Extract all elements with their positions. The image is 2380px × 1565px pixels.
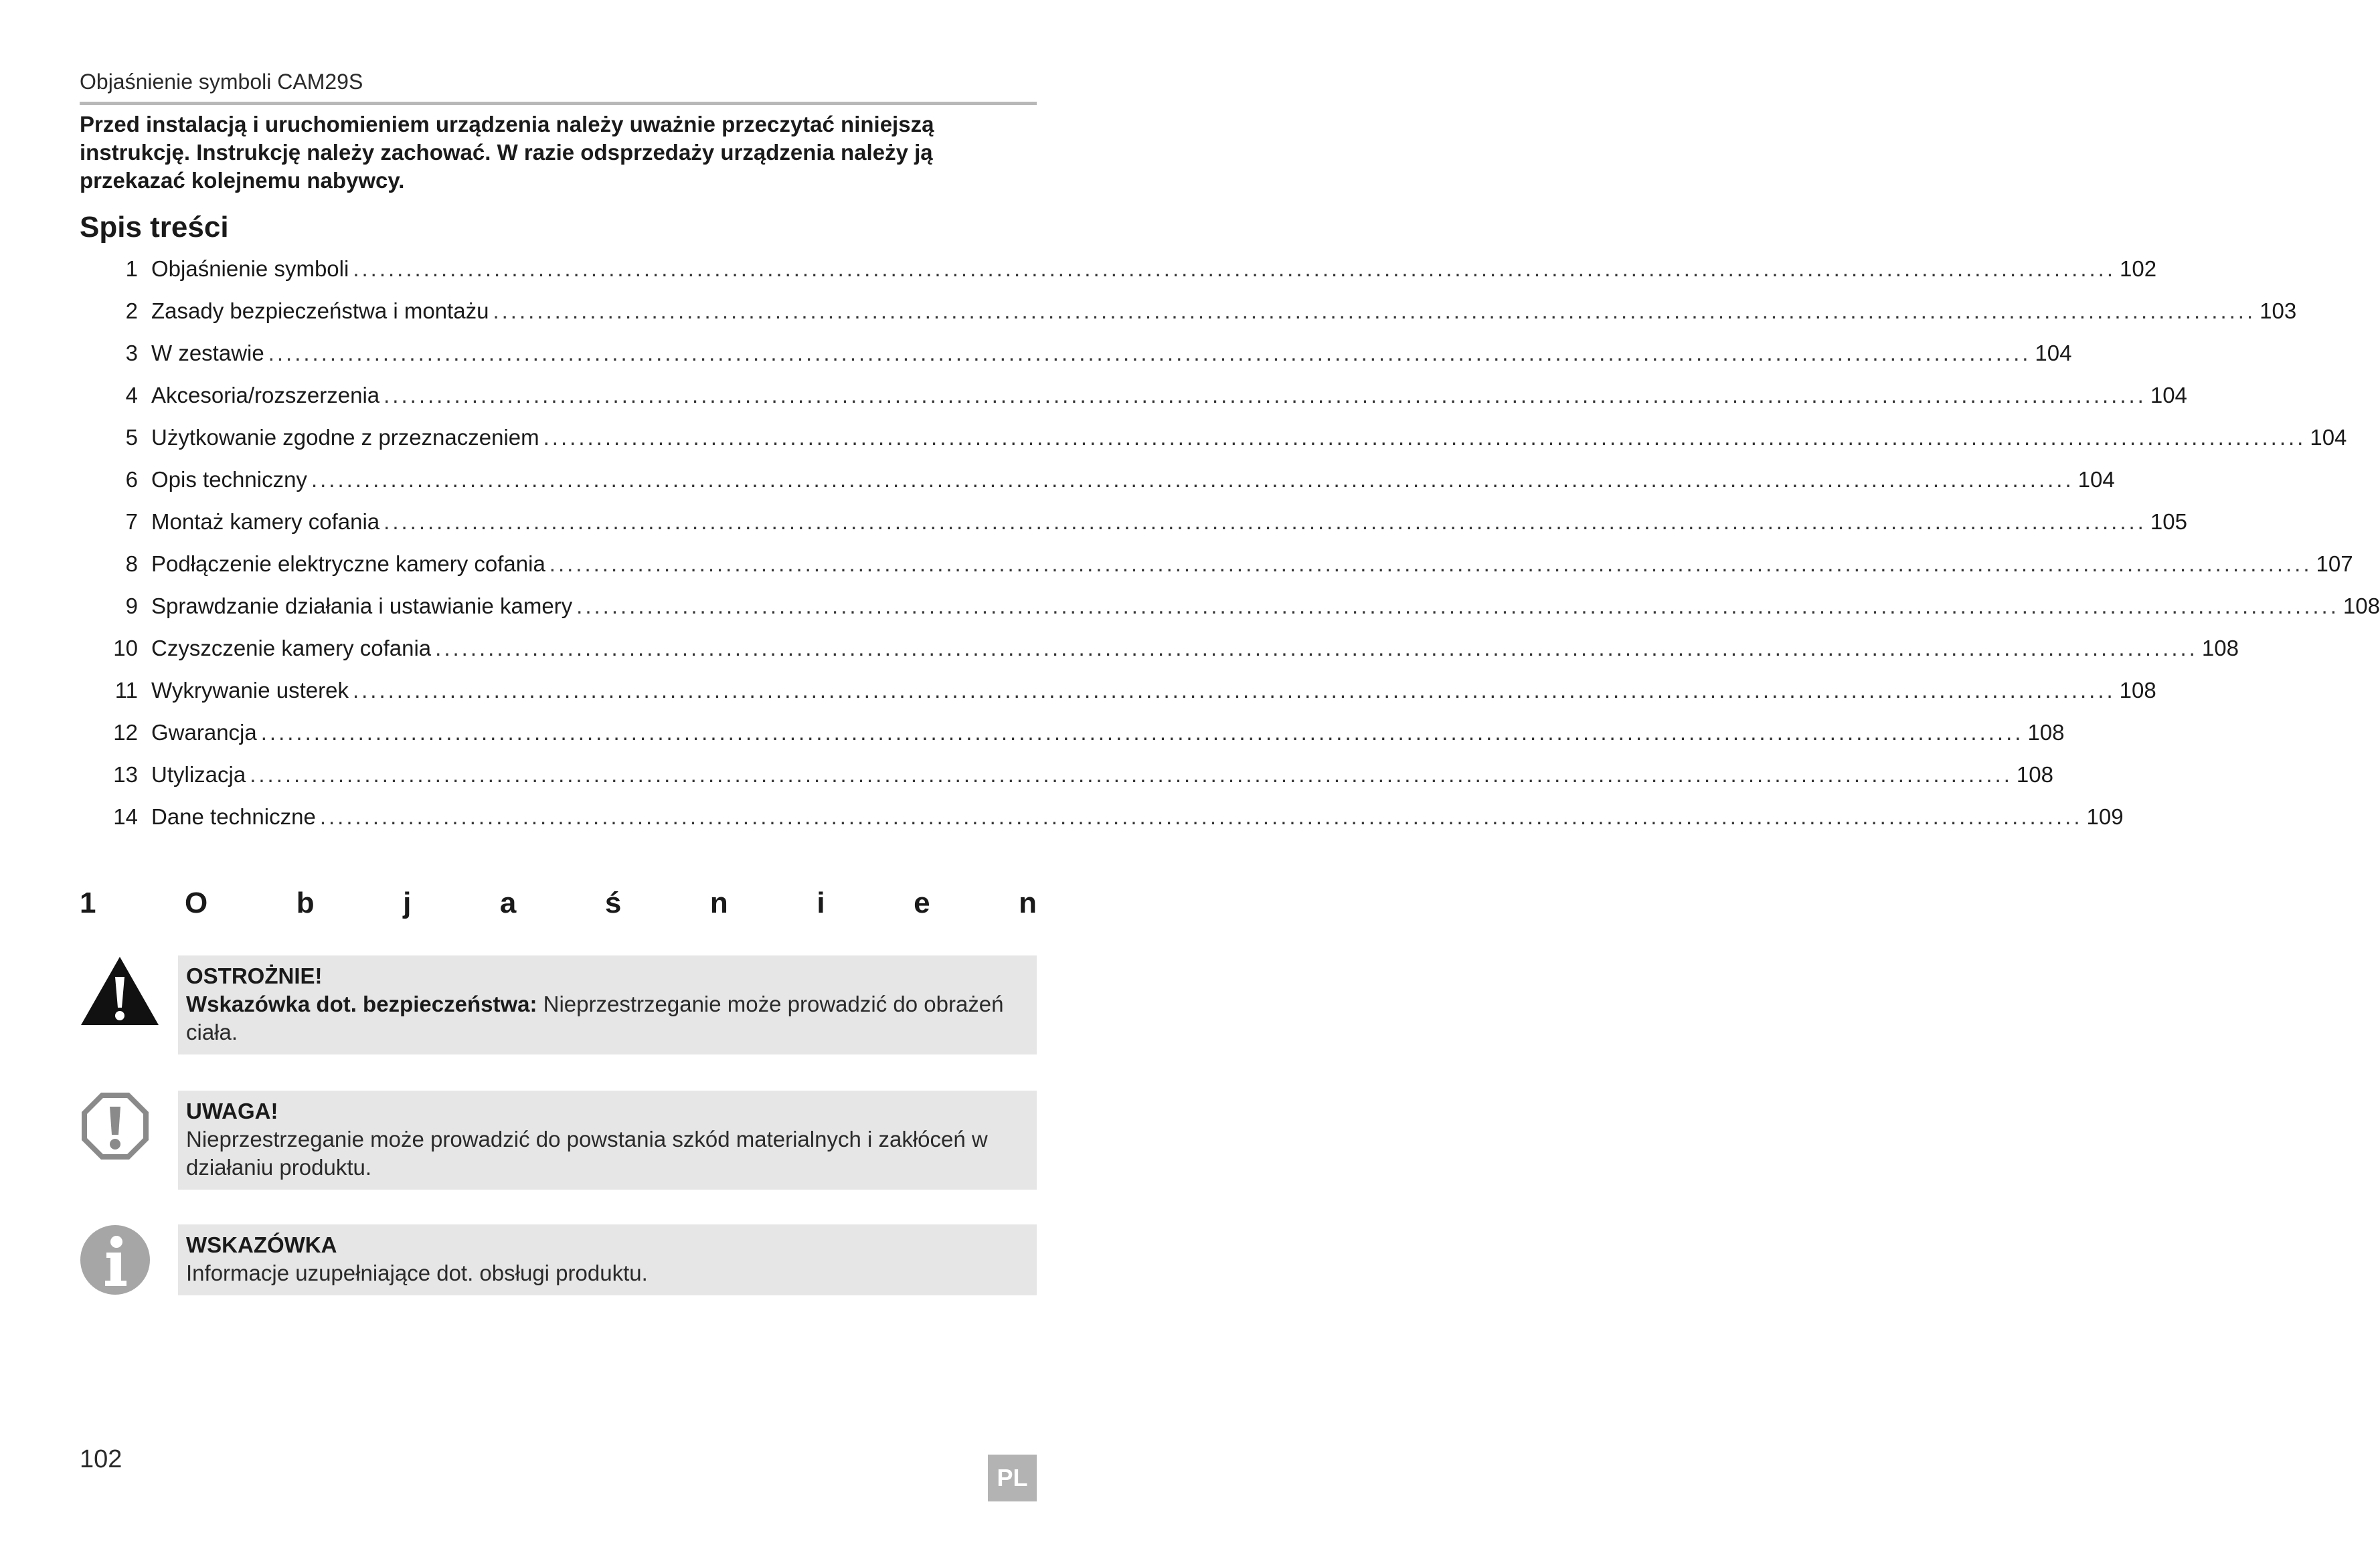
toc-entry [92,256,2157,298]
toc-entry [92,720,2065,762]
toc-entry [92,678,2156,720]
toc-entry-number: 9 [125,593,138,618]
caution-notice [178,955,1037,1054]
table-of-contents [92,256,2380,846]
toc-leader-dots: ........................................................................................................................................................................................................ [576,593,2339,618]
caution-text: Nieprzestrzeganie może prowadzić do obrażeń ciała. [186,992,1004,1044]
caution-title: OSTROŻNIE! [186,963,323,988]
toc-entry-page: 108 [2027,720,2065,745]
toc-heading: Spis treści [80,211,229,244]
toc-leader-dots: ........................................................................................................................................................................................................ [268,341,2031,365]
info-icon [80,1224,151,1295]
toc-leader-dots: ........................................................................................................................................................................................................ [493,298,2256,323]
toc-entry-title: Opis techniczny [151,467,307,492]
toc-entry-page: 108 [2119,678,2156,703]
toc-entry-number: 11 [114,678,138,703]
section-heading-char: e [914,887,930,919]
toc-leader-dots: ........................................................................................................................................................................................................ [384,383,2146,407]
toc-leader-dots: ........................................................................................................................................................................................................ [384,509,2146,534]
toc-entry-number: 5 [125,425,138,450]
toc-entry-page: 105 [2150,509,2187,534]
page-header-title: Objaśnienie symboli CAM29S [80,70,363,94]
toc-leader-dots: ........................................................................................................................................................................................................ [319,804,2083,829]
toc-leader-dots: ........................................................................................................................................................................................................ [352,678,2116,703]
toc-entry-title: Objaśnienie symboli [151,256,349,281]
toc-entry [92,425,2347,467]
attention-title: UWAGA! [186,1099,278,1123]
toc-entry-page: 102 [2120,256,2157,281]
toc-entry-number: 3 [125,341,138,365]
toc-entry [92,593,2380,636]
section-heading-char: O [185,887,208,919]
toc-entry-title: W zestawie [151,341,264,365]
section-heading-char: ś [604,887,622,919]
toc-entry-page: 103 [2260,298,2297,323]
toc-entry-number: 10 [113,636,138,660]
toc-entry-page: 107 [2316,551,2353,576]
toc-entry-page: 104 [2077,467,2115,492]
caution-label: Wskazówka dot. bezpieczeństwa: [186,992,537,1016]
language-badge: PL [988,1455,1037,1501]
octagon-exclamation-icon [80,1091,151,1162]
section-heading-char: i [817,887,825,919]
toc-entry [92,467,2115,509]
attention-text: Nieprzestrzeganie może prowadzić do powstania szkód materialnych i zakłóceń w działaniu produktu. [186,1127,988,1180]
toc-entry-title: Gwarancja [151,720,257,745]
toc-entry-title: Podłączenie elektryczne kamery cofania [151,551,545,576]
toc-entry-title: Montaż kamery cofania [151,509,380,534]
toc-entry-number: 4 [125,383,138,407]
attention-notice [178,1091,1037,1190]
toc-entry-page: 109 [2086,804,2124,829]
toc-entry-page: 104 [2150,383,2187,407]
section-heading-char: a [499,887,517,919]
toc-entry-title: Sprawdzanie działania i ustawianie kamery [151,593,573,618]
toc-entry [92,298,2297,341]
toc-entry-page: 108 [2201,636,2239,660]
toc-entry-title: Zasady bezpieczeństwa i montażu [151,298,489,323]
toc-entry-number: 12 [113,720,138,745]
toc-entry-number: 14 [113,804,138,829]
section-heading-char: n [1019,887,1037,919]
toc-entry [92,551,2353,593]
intro-text: Przed instalacją i uruchomieniem urządzenia należy uważnie przeczytać niniejszą instrukcję. Instrukcję należy zachować. W razie odsprzedaży urządzenia należy ją przekazać kolejnemu nabywcy. [80,112,934,193]
toc-entry-title: Akcesoria/rozszerzenia [151,383,380,407]
toc-leader-dots: ........................................................................................................................................................................................................ [435,636,2198,660]
toc-entry-number: 8 [125,551,138,576]
toc-leader-dots: ........................................................................................................................................................................................................ [250,762,2013,787]
toc-leader-dots: ........................................................................................................................................................................................................ [311,467,2074,492]
toc-entry-number: 6 [125,467,138,492]
toc-leader-dots: ........................................................................................................................................................................................................ [543,425,2306,450]
section-1-heading [80,887,1037,920]
toc-entry [92,509,2187,551]
toc-entry [92,636,2239,678]
toc-entry-number: 7 [125,509,138,534]
page-number: 102 [80,1445,122,1473]
toc-entry [92,341,2072,383]
toc-entry-number: 13 [113,762,138,787]
toc-entry-title: Czyszczenie kamery cofania [151,636,432,660]
toc-entry-title: Wykrywanie usterek [151,678,349,703]
note-text: Informacje uzupełniające dot. obsługi produktu. [186,1261,648,1285]
toc-entry-title: Utylizacja [151,762,246,787]
toc-entry-number: 1 [125,256,138,281]
section-heading-char: b [296,887,315,919]
toc-entry-number: 2 [125,298,138,323]
section-heading-char: 1 [80,887,96,919]
warning-triangle-icon [80,955,160,1026]
caution-body [186,990,1029,1046]
toc-entry-page: 108 [2016,762,2053,787]
section-heading-char: n [709,887,728,919]
toc-entry-page: 104 [2310,425,2347,450]
toc-entry [92,383,2187,425]
toc-entry-title: Dane techniczne [151,804,316,829]
toc-leader-dots: ........................................................................................................................................................................................................ [353,256,2116,281]
toc-leader-dots: ........................................................................................................................................................................................................ [260,720,2024,745]
toc-entry [92,804,2124,846]
toc-entry-title: Użytkowanie zgodne z przeznaczeniem [151,425,539,450]
toc-entry-page: 108 [2343,593,2380,618]
toc-leader-dots: ........................................................................................................................................................................................................ [549,551,2312,576]
toc-entry-page: 104 [2035,341,2072,365]
section-heading-char: j [403,887,412,919]
note-title: WSKAZÓWKA [186,1232,337,1257]
header-divider [80,102,1037,105]
note-notice [178,1224,1037,1295]
toc-entry [92,762,2053,804]
